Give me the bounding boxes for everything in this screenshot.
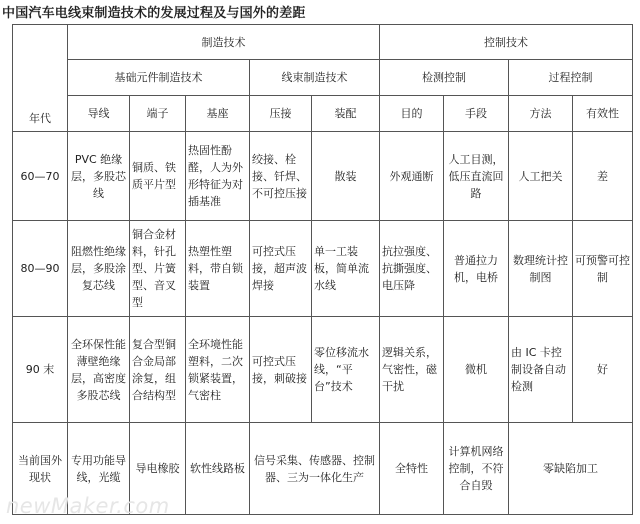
col-header-wire: 导线: [68, 96, 130, 132]
era-cell: 当前国外现状: [13, 423, 68, 515]
header-year: 年代: [13, 25, 68, 132]
era-cell: 90 末: [13, 317, 68, 423]
wire-cell: 阻燃性绝缘层，多股涂复芯线: [68, 221, 130, 317]
purpose-cell: 全特性: [380, 423, 444, 515]
crimp-assembly-cell: 信号采集、传感器、控制器、三为一体化生产: [250, 423, 380, 515]
header-control-tech: 控制技术: [380, 25, 633, 60]
header-inspection: 检测控制: [380, 60, 509, 96]
method-cell: 数理统计控制图: [509, 221, 573, 317]
method-cell: 由 IC 卡控制设备自动检测: [509, 317, 573, 423]
means-cell: 微机: [444, 317, 509, 423]
col-header-effectiveness: 有效性: [573, 96, 633, 132]
purpose-cell: 逻辑关系，气密性，磁干扰: [380, 317, 444, 423]
base-cell: 软性线路板: [186, 423, 250, 515]
crimp-cell: 绞接、栓接、钎焊、不可控压接: [250, 132, 312, 221]
header-basic-parts: 基础元件制造技术: [68, 60, 250, 96]
era-cell: 80—90: [13, 221, 68, 317]
base-cell: 全环境性能塑料，二次锁紧装置，气密柱: [186, 317, 250, 423]
assembly-cell: 零位移流水线，“平台”技术: [312, 317, 380, 423]
wire-cell: PVC 绝缘层，多股芯线: [68, 132, 130, 221]
col-header-purpose: 目的: [380, 96, 444, 132]
header-row-1: [13, 25, 633, 60]
effectiveness-cell: 差: [573, 132, 633, 221]
era-cell: 60—70: [13, 132, 68, 221]
assembly-cell: 散装: [312, 132, 380, 221]
header-process: 过程控制: [509, 60, 633, 96]
header-mfg-tech: 制造技术: [68, 25, 380, 60]
page-title: 中国汽车电线束制造技术的发展过程及与国外的差距: [2, 6, 306, 21]
purpose-cell: 外观通断: [380, 132, 444, 221]
method-cell: 人工把关: [509, 132, 573, 221]
header-row-3: [13, 96, 633, 132]
terminal-cell: 铜合金材料，针孔型、片簧型、音叉型: [130, 221, 186, 317]
col-header-base: 基座: [186, 96, 250, 132]
col-header-assembly: 装配: [312, 96, 380, 132]
means-cell: 普通拉力机，电桥: [444, 221, 509, 317]
wire-cell: 全环保性能薄壁绝缘层，高密度多股芯线: [68, 317, 130, 423]
col-header-method: 方法: [509, 96, 573, 132]
table-row: [13, 132, 633, 221]
col-header-terminal: 端子: [130, 96, 186, 132]
means-cell: 计算机网络控制，不符合自毁: [444, 423, 509, 515]
terminal-cell: 复合型铜合金局部涂复，组合结构型: [130, 317, 186, 423]
wire-cell: 专用功能导线，光缆: [68, 423, 130, 515]
table-row: [13, 317, 633, 423]
terminal-cell: 铜质、铁质平片型: [130, 132, 186, 221]
base-cell: 热固性酚醛，人为外形特征为对插基准: [186, 132, 250, 221]
header-harness-mfg: 线束制造技术: [250, 60, 380, 96]
comparison-table: [12, 24, 633, 515]
method-effectiveness-cell: 零缺陷加工: [509, 423, 633, 515]
col-header-means: 手段: [444, 96, 509, 132]
crimp-cell: 可控式压接，刺破接: [250, 317, 312, 423]
means-cell: 人工目测，低压直流回路: [444, 132, 509, 221]
header-row-2: [13, 60, 633, 96]
purpose-cell: 抗拉强度、抗撕强度、电压降: [380, 221, 444, 317]
assembly-cell: 单一工装板，简单流水线: [312, 221, 380, 317]
table-row: [13, 221, 633, 317]
base-cell: 热塑性塑料，带自锁装置: [186, 221, 250, 317]
effectiveness-cell: 好: [573, 317, 633, 423]
effectiveness-cell: 可预警可控制: [573, 221, 633, 317]
terminal-cell: 导电橡胶: [130, 423, 186, 515]
crimp-cell: 可控式压接，超声波焊接: [250, 221, 312, 317]
col-header-crimp: 压接: [250, 96, 312, 132]
watermark: newMaker.com: [6, 494, 170, 518]
